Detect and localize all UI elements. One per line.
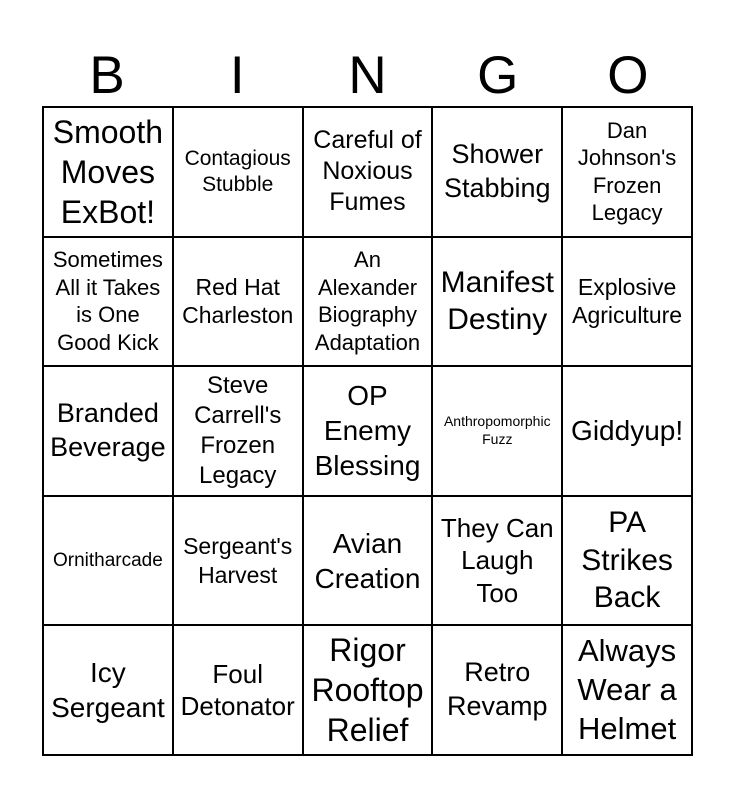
bingo-cell-r5-c4[interactable]: Retro Revamp [433, 626, 561, 754]
bingo-letter-o: O [607, 46, 649, 105]
bingo-cell-r2-c4[interactable]: Manifest Destiny [433, 238, 561, 366]
bingo-cell-r1-c3[interactable]: Careful of Noxious Fumes [304, 108, 432, 236]
bingo-cell-r4-c2[interactable]: Sergeant's Harvest [174, 497, 302, 625]
bingo-letter-i: I [229, 46, 245, 105]
bingo-cell-r3-c5[interactable]: Giddyup! [563, 367, 691, 495]
bingo-cell-r4-c4[interactable]: They Can Laugh Too [433, 497, 561, 625]
bingo-card-grid [42, 106, 693, 756]
bingo-letter-n: N [348, 46, 387, 105]
bingo-cell-r1-c5[interactable]: Dan Johnson's Frozen Legacy [563, 108, 691, 236]
bingo-cell-r3-c4[interactable]: Anthropomorphic Fuzz [433, 367, 561, 495]
bingo-header [42, 0, 693, 106]
bingo-cell-r1-c4[interactable]: Shower Stabbing [433, 108, 561, 236]
bingo-cell-r3-c3[interactable]: OP Enemy Blessing [304, 367, 432, 495]
bingo-cell-r1-c2[interactable]: Contagious Stubble [174, 108, 302, 236]
bingo-cell-r2-c3[interactable]: An Alexander Biography Adaptation [304, 238, 432, 366]
bingo-cell-r2-c5[interactable]: Explosive Agriculture [563, 238, 691, 366]
bingo-cell-r4-c5[interactable]: PA Strikes Back [563, 497, 691, 625]
bingo-cell-r5-c5[interactable]: Always Wear a Helmet [563, 626, 691, 754]
bingo-cell-r5-c2[interactable]: Foul Detonator [174, 626, 302, 754]
bingo-cell-r5-c3[interactable]: Rigor Rooftop Relief [304, 626, 432, 754]
bingo-letter-g: G [477, 46, 519, 105]
bingo-cell-r2-c1[interactable]: Sometimes All it Takes is One Good Kick [44, 238, 172, 366]
bingo-letter-b: B [89, 46, 125, 105]
bingo-cell-r5-c1[interactable]: Icy Sergeant [44, 626, 172, 754]
bingo-cell-r4-c3[interactable]: Avian Creation [304, 497, 432, 625]
bingo-cell-r3-c2[interactable]: Steve Carrell's Frozen Legacy [174, 367, 302, 495]
bingo-cell-r1-c1[interactable]: Smooth Moves ExBot! [44, 108, 172, 236]
bingo-cell-r2-c2[interactable]: Red Hat Charleston [174, 238, 302, 366]
bingo-cell-r3-c1[interactable]: Branded Beverage [44, 367, 172, 495]
bingo-cell-r4-c1[interactable]: Ornitharcade [44, 497, 172, 625]
